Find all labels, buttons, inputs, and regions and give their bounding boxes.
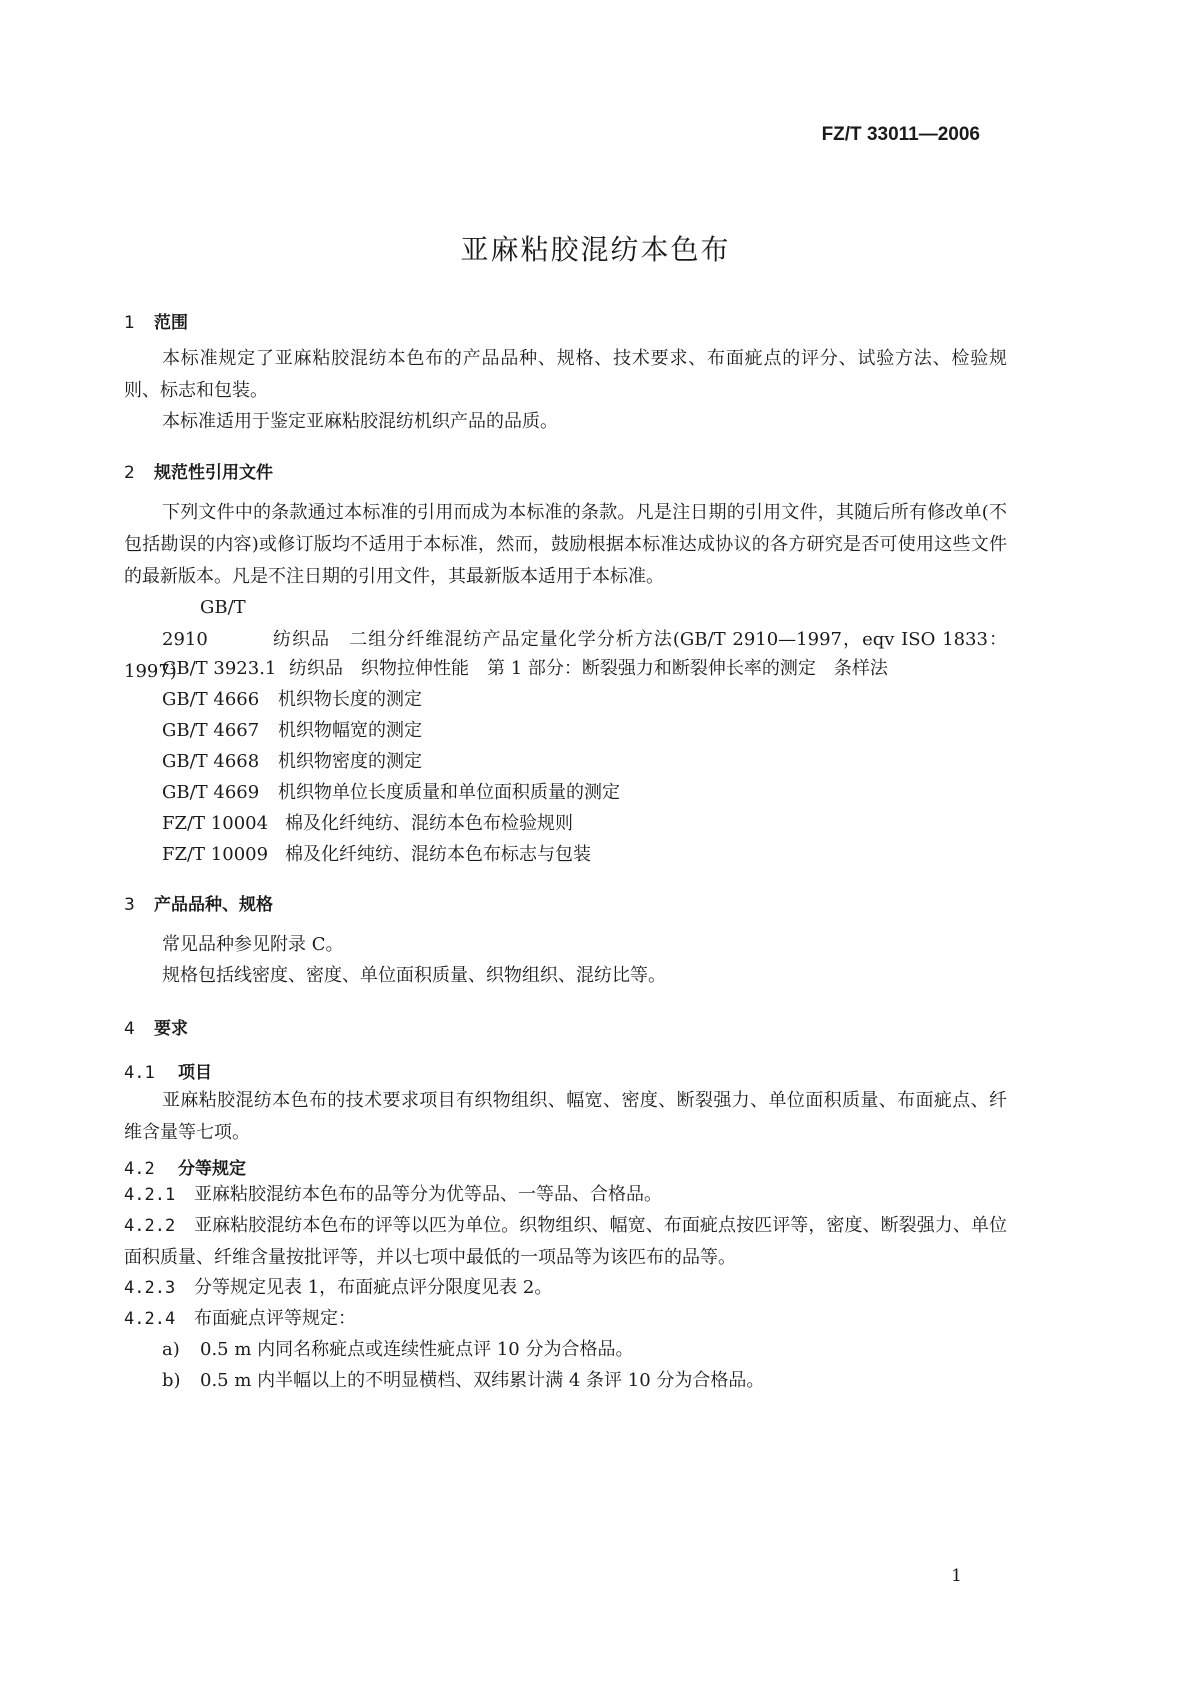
- reference-code: GB/T 4669: [162, 782, 260, 803]
- reference-code: GB/T 4666: [162, 689, 260, 710]
- clause-4-2-2: [124, 1210, 1007, 1274]
- list-label: a): [162, 1339, 180, 1360]
- section-2-heading: [124, 458, 273, 483]
- reference-item: [162, 777, 620, 809]
- reference-code: FZ/T 10004: [162, 813, 269, 834]
- list-text: 0.5 m 内半幅以上的不明显横档、双纬累计满 4 条评 10 分为合格品。: [200, 1370, 765, 1391]
- reference-title: 机织物长度的测定: [278, 689, 422, 710]
- reference-item: [162, 653, 888, 685]
- section-number: 3: [124, 895, 135, 915]
- section-1-heading: [124, 308, 188, 333]
- section-number: 2: [124, 463, 135, 483]
- reference-title: 机织物单位长度质量和单位面积质量的测定: [278, 782, 620, 803]
- reference-code: GB/T 4668: [162, 751, 260, 772]
- paragraph-varieties: 常见品种参见附录 C。: [162, 934, 344, 955]
- section-3-heading: [124, 890, 273, 915]
- clause-text: 布面疵点评等规定：: [194, 1308, 356, 1329]
- reference-code: GB/T 2910: [162, 597, 246, 650]
- clause-number: 4.2.4: [124, 1309, 176, 1329]
- section-title: 范围: [154, 313, 188, 333]
- clause-text: 亚麻粘胶混纺本色布的品等分为优等品、一等品、合格品。: [194, 1184, 662, 1205]
- paragraph-scope: 本标准规定了亚麻粘胶混纺本色布的产品品种、规格、技术要求、布面疵点的评分、试验方法、检验规则、标志和包装。: [124, 348, 1007, 401]
- list-item-a: [162, 1334, 633, 1366]
- clause-text: 分等规定见表 1，布面疵点评分限度见表 2。: [194, 1277, 553, 1298]
- reference-item: [162, 839, 591, 871]
- section-4-heading: [124, 1014, 188, 1039]
- clause-number: 4.2.1: [124, 1185, 176, 1205]
- section-title: 产品品种、规格: [154, 895, 273, 915]
- clause-text: 亚麻粘胶混纺本色布的评等以匹为单位。织物组织、幅宽、布面疵点按匹评等，密度、断裂强力、单位面积质量、纤维含量按批评等，并以七项中最低的一项品等为该匹布的品等。: [124, 1215, 1007, 1268]
- section-4-2-heading: [124, 1154, 246, 1179]
- section-title: 规范性引用文件: [154, 463, 273, 483]
- reference-title: 机织物幅宽的测定: [278, 720, 422, 741]
- reference-code: FZ/T 10009: [162, 844, 269, 865]
- reference-code: GB/T 3923.1: [162, 658, 277, 679]
- list-label: b): [162, 1370, 181, 1391]
- paragraph-specifications: 规格包括线密度、密度、单位面积质量、织物组织、混纺比等。: [162, 965, 666, 986]
- list-text: 0.5 m 内同名称疵点或连续性疵点评 10 分为合格品。: [200, 1339, 634, 1360]
- section-title: 项目: [178, 1063, 212, 1083]
- reference-title: 棉及化纤纯纺、混纺本色布检验规则: [285, 813, 573, 834]
- reference-item: [162, 684, 422, 716]
- reference-item: [162, 808, 573, 840]
- paragraph-items: 亚麻粘胶混纺本色布的技术要求项目有织物组织、幅宽、密度、断裂强力、单位面积质量、布面疵点、纤维含量等七项。: [124, 1090, 1007, 1143]
- reference-code: GB/T 4667: [162, 720, 260, 741]
- section-number: 4.2: [124, 1159, 155, 1179]
- standard-code: FZ/T 33011—2006: [821, 124, 980, 145]
- list-item-b: [162, 1365, 764, 1397]
- reference-title: 机织物密度的测定: [278, 751, 422, 772]
- clause-4-2-3: [124, 1272, 552, 1304]
- document-title: 亚麻粘胶混纺本色布: [460, 233, 731, 266]
- clause-4-2-1: [124, 1179, 662, 1211]
- reference-item: [162, 715, 422, 747]
- clause-4-2-4: [124, 1303, 356, 1335]
- reference-title: 纺织品 二组分纤维混纺产品定量化学分析方法(GB/T 2910—1997，eqv ISO 1833：1997): [124, 629, 1007, 682]
- reference-title: 纺织品 织物拉伸性能 第 1 部分：断裂强力和断裂伸长率的测定 条样法: [289, 658, 888, 679]
- page-number: 1: [951, 1566, 962, 1586]
- section-title: 要求: [154, 1019, 188, 1039]
- reference-title: 棉及化纤纯纺、混纺本色布标志与包装: [285, 844, 591, 865]
- clause-number: 4.2.3: [124, 1278, 176, 1298]
- section-number: 4: [124, 1019, 135, 1039]
- section-4-1-heading: [124, 1058, 212, 1083]
- paragraph-applicability: 本标准适用于鉴定亚麻粘胶混纺机织产品的品质。: [162, 411, 558, 432]
- paragraph-normative-intro: 下列文件中的条款通过本标准的引用而成为本标准的条款。凡是注日期的引用文件，其随后所有修改单(不包括勘误的内容)或修订版均不适用于本标准，然而，鼓励根据本标准达成协议的各方研究是否可使用这些文件的最新版本。凡是不注日期的引用文件，其最新版本适用于本标准。: [124, 502, 1007, 587]
- section-number: 1: [124, 313, 135, 333]
- section-number: 4.1: [124, 1063, 155, 1083]
- clause-number: 4.2.2: [124, 1216, 176, 1236]
- section-title: 分等规定: [178, 1159, 246, 1179]
- reference-item: [162, 746, 422, 778]
